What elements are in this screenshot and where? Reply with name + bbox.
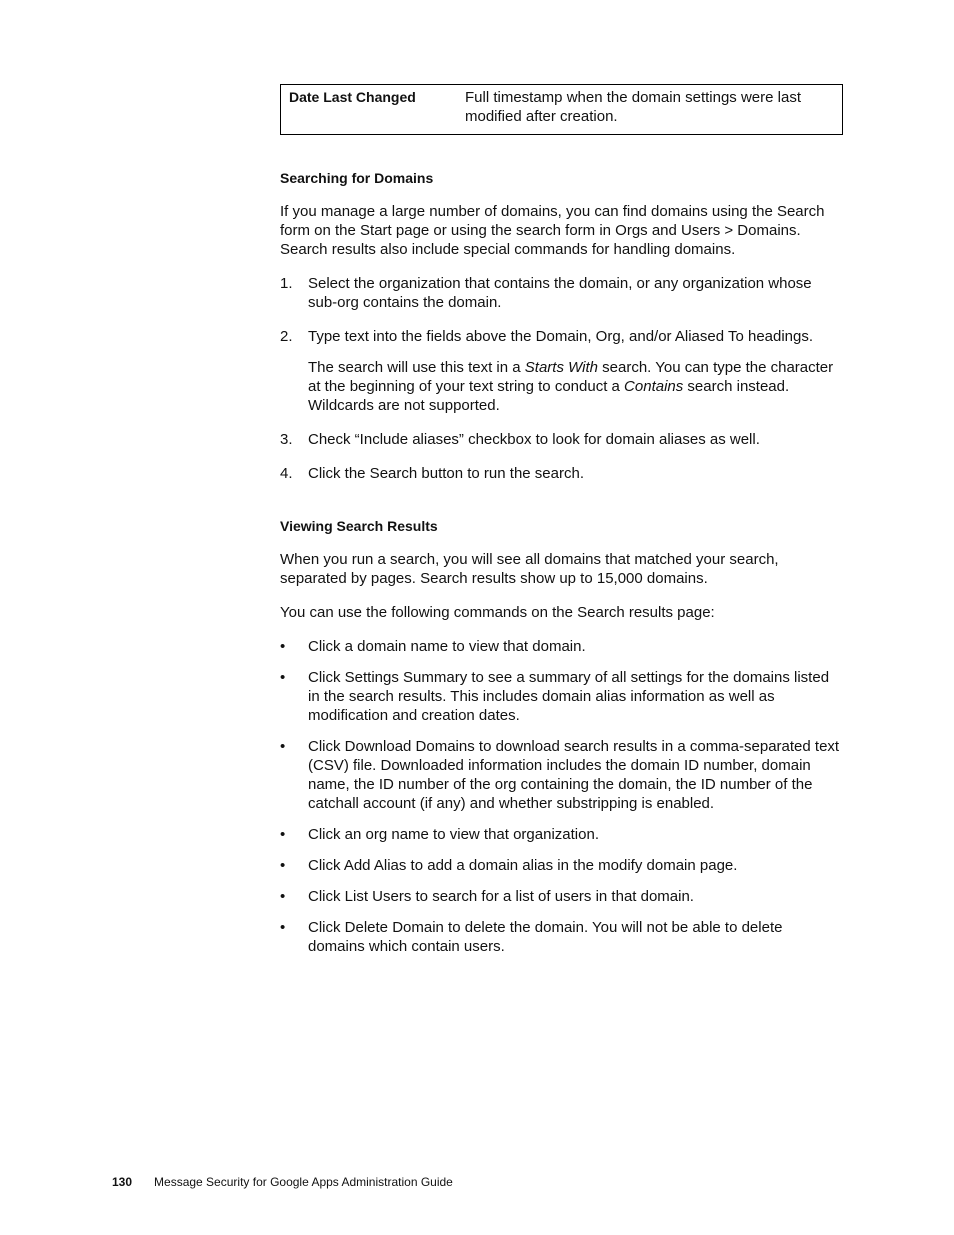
steps-list bbox=[280, 274, 843, 483]
bullet-icon: • bbox=[280, 669, 286, 686]
bullet-text: Click a domain name to view that domain. bbox=[308, 638, 586, 655]
list-item bbox=[280, 918, 843, 956]
section-heading-searching: Searching for Domains bbox=[280, 170, 434, 186]
table-description: Full timestamp when the domain settings were last modified after creation. bbox=[465, 89, 801, 125]
bullet-text: Click Download Domains to download search results in a comma-separated text (CSV) file. Downloaded information includes the domain ID number, domain name, the ID number of the org containing the domain, the ID number of the catchall account (if any) and whether substripping is enabled. bbox=[308, 738, 840, 812]
bullet-text: Click Settings Summary to see a summary of all settings for the domains listed in the search results. This includes domain alias information as well as modification and creation dates. bbox=[308, 669, 830, 724]
section-paragraph: When you run a search, you will see all domains that matched your search, separated by pages. Search results show up to 15,000 domains. bbox=[280, 551, 779, 587]
bullet-icon: • bbox=[280, 738, 286, 755]
list-item bbox=[280, 887, 843, 906]
list-item bbox=[280, 464, 843, 483]
step-note bbox=[308, 358, 843, 415]
bullet-text: Click Add Alias to add a domain alias in the modify domain page. bbox=[308, 857, 738, 874]
note-text: The search will use this text in a bbox=[308, 359, 525, 376]
note-emphasis: Starts With bbox=[524, 359, 598, 376]
bullet-icon: • bbox=[280, 638, 286, 655]
page-number: 130 bbox=[112, 1175, 133, 1189]
step-number: 2. bbox=[280, 328, 293, 345]
bullet-text: Click Delete Domain to delete the domain. You will not be able to delete domains which contain users. bbox=[308, 919, 783, 955]
bullet-icon: • bbox=[280, 919, 286, 936]
document-title: Message Security for Google Apps Administration Guide bbox=[154, 1175, 453, 1189]
list-item bbox=[280, 327, 843, 415]
table-row bbox=[281, 85, 843, 135]
bullet-icon: • bbox=[280, 826, 286, 843]
note-text: search instead. Wildcards are not supported. bbox=[308, 378, 790, 414]
list-item bbox=[280, 430, 843, 449]
commands-list bbox=[280, 637, 843, 956]
note-text: search. You can type the character at the beginning of your text string to conduct a bbox=[308, 359, 834, 395]
step-number: 3. bbox=[280, 431, 293, 448]
table-term: Date Last Changed bbox=[289, 89, 416, 105]
list-item bbox=[280, 737, 843, 813]
step-text: Select the organization that contains the domain, or any organization whose sub-org contains the domain. bbox=[308, 275, 812, 311]
list-item bbox=[280, 856, 843, 875]
step-text: Type text into the fields above the Domain, Org, and/or Aliased To headings. bbox=[308, 328, 814, 345]
list-item bbox=[280, 637, 843, 656]
page-footer bbox=[112, 1174, 453, 1190]
bullet-text: Click an org name to view that organization. bbox=[308, 826, 599, 843]
section-heading-viewing: Viewing Search Results bbox=[280, 518, 438, 534]
step-number: 4. bbox=[280, 465, 293, 482]
bullet-icon: • bbox=[280, 857, 286, 874]
list-item bbox=[280, 825, 843, 844]
bullet-icon: • bbox=[280, 888, 286, 905]
list-item bbox=[280, 668, 843, 725]
step-number: 1. bbox=[280, 275, 293, 292]
page-content bbox=[280, 84, 843, 968]
step-text: Check “Include aliases” checkbox to look for domain aliases as well. bbox=[308, 431, 760, 448]
note-emphasis: Contains bbox=[624, 378, 684, 395]
section-paragraph: You can use the following commands on the Search results page: bbox=[280, 604, 715, 621]
definition-table bbox=[280, 84, 843, 135]
section-intro: If you manage a large number of domains, you can find domains using the Search form on the Start page or using the search form in Orgs and Users > Domains. Search results also include special commands for handling domains. bbox=[280, 203, 825, 258]
bullet-text: Click List Users to search for a list of users in that domain. bbox=[308, 888, 694, 905]
list-item bbox=[280, 274, 843, 312]
step-text: Click the Search button to run the search. bbox=[308, 465, 584, 482]
